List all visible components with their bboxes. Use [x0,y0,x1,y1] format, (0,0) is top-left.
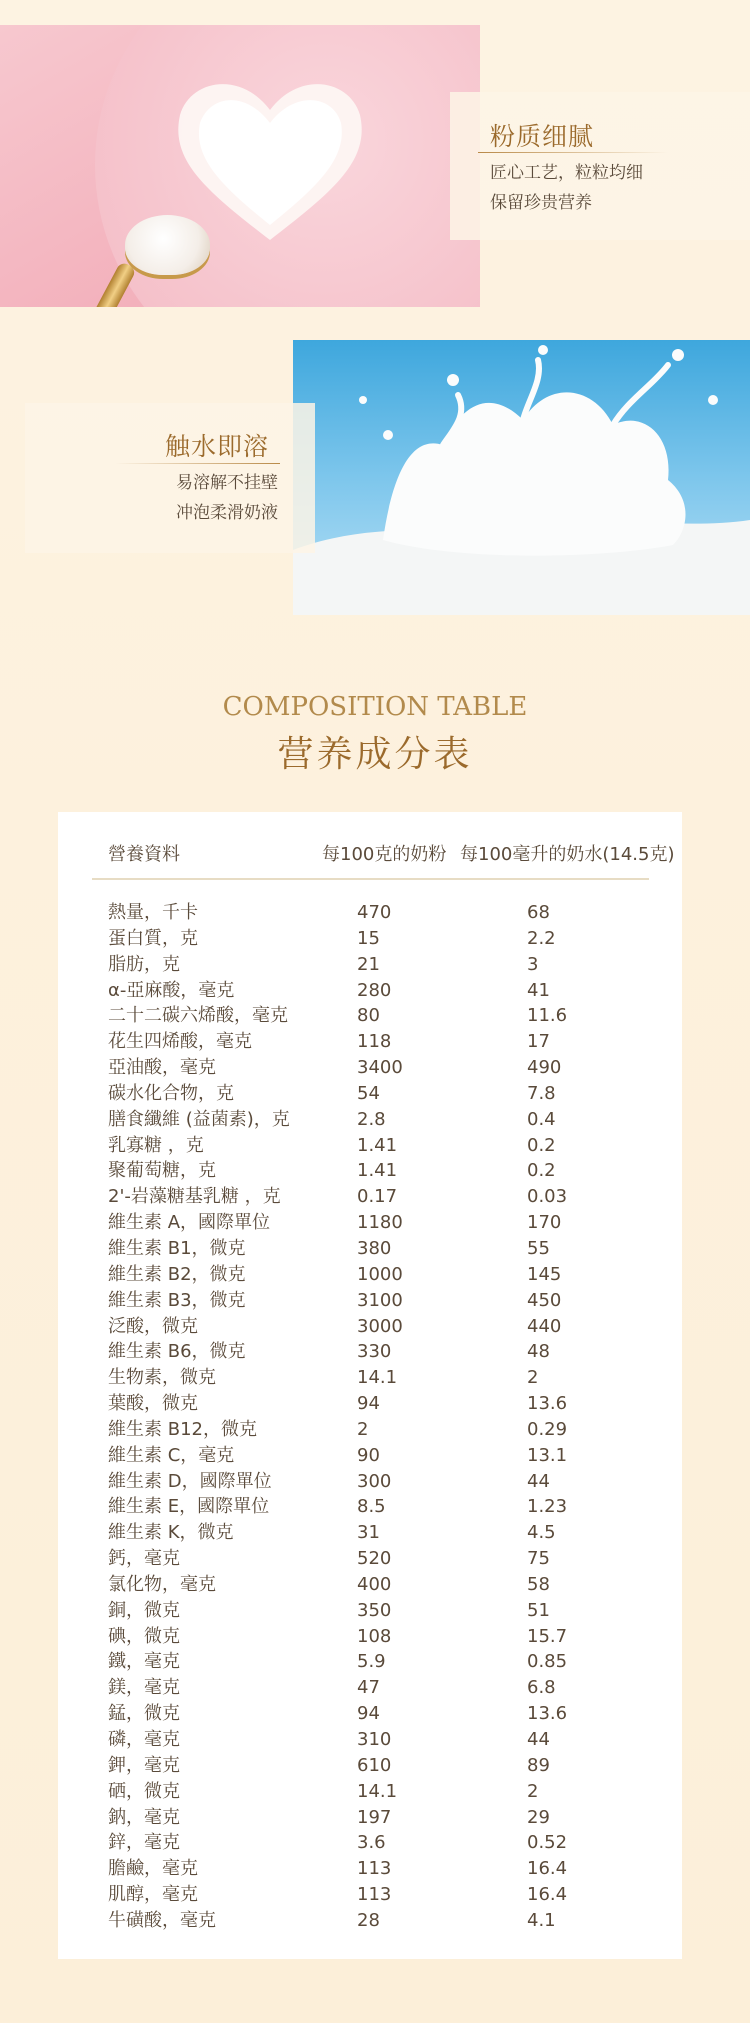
table-row [0,1624,750,1650]
per-100g-powder-value: 31 [357,1522,380,1544]
per-100g-powder-value: 1.41 [357,1134,398,1156]
table-row [0,1184,750,1210]
table-row [0,1598,750,1624]
spoon-handle [79,261,137,307]
table-row [0,1107,750,1133]
nutrient-name: 2'-岩藻糖基乳糖 ，克 [108,1186,281,1208]
per-100ml-milk-value: 75 [527,1548,550,1570]
table-row [0,1158,750,1184]
per-100g-powder-value: 3100 [357,1289,403,1311]
per-100g-powder-value: 113 [357,1884,392,1906]
table-row [0,1753,750,1779]
per-100g-powder-value: 350 [357,1599,392,1621]
per-100ml-milk-value: 145 [527,1263,562,1285]
spoon-bowl [125,215,210,275]
table-row [0,1262,750,1288]
table-row [0,1908,750,1934]
per-100ml-milk-value: 0.4 [527,1108,556,1130]
table-row [0,978,750,1004]
nutrient-name: 維生素 B3，微克 [108,1289,246,1311]
nutrient-name: 膳食纖維 (益菌素)，克 [108,1108,290,1130]
table-row [0,1417,750,1443]
nutrient-name: 乳寡糖 ，克 [108,1134,204,1156]
per-100ml-milk-value: 4.1 [527,1909,556,1931]
table-row [0,1701,750,1727]
nutrient-name: 鐵，毫克 [108,1651,180,1673]
per-100ml-milk-value: 13.1 [527,1444,568,1466]
nutrient-name: 維生素 D，國際單位 [108,1470,272,1492]
powder-title-rule [478,152,668,153]
nutrient-name: 脂肪，克 [108,953,180,975]
powder-title: 粉质细腻 [490,122,595,151]
nutrient-name: 鈉，毫克 [108,1806,180,1828]
nutrient-name: 膽鹼，毫克 [108,1858,198,1880]
nutrient-name: 熱量，千卡 [108,902,198,923]
per-100g-powder-value: 118 [357,1031,392,1053]
per-100ml-milk-value: 6.8 [527,1677,556,1699]
nutrient-name: 維生素 A，國際單位 [108,1212,271,1234]
nutrient-name: 聚葡萄糖，克 [108,1160,216,1182]
table-row [0,1649,750,1675]
per-100g-powder-value: 197 [357,1806,392,1828]
per-100g-powder-value: 3400 [357,1057,403,1079]
per-100g-powder-value: 1000 [357,1263,403,1285]
nutrient-name: 蛋白質，克 [108,927,198,949]
dissolve-title: 触水即溶 [165,432,270,461]
per-100ml-milk-value: 2 [527,1367,539,1389]
per-100ml-milk-value: 1.23 [527,1496,568,1518]
per-100g-powder-value: 94 [357,1703,380,1725]
table-row [0,1210,750,1236]
table-row [0,1133,750,1159]
heading-english: COMPOSITION TABLE [222,692,528,722]
table-row [0,1029,750,1055]
nutrient-name: 維生素 B12，微克 [108,1418,257,1440]
table-row [0,1805,750,1831]
per-100ml-milk-value: 17 [527,1031,550,1053]
per-100ml-milk-value: 58 [527,1573,550,1595]
table-row [0,1003,750,1029]
nutrient-name: 亞油酸，毫克 [108,1057,216,1079]
per-100g-powder-value: 14.1 [357,1780,398,1802]
per-100g-powder-value: 1.41 [357,1160,398,1182]
table-row [0,1830,750,1856]
per-100ml-milk-value: 0.85 [527,1651,568,1673]
per-100g-powder-value: 520 [357,1548,392,1570]
dissolve-desc-line-1: 易溶解不挂壁 [176,473,278,493]
per-100g-powder-value: 54 [357,1082,380,1104]
per-100ml-milk-value: 48 [527,1341,550,1363]
table-header-milk: 每100毫升的奶水(14.5克) [460,844,675,865]
per-100ml-milk-value: 41 [527,979,550,1001]
powder-photo [0,25,480,307]
table-row [0,1546,750,1572]
per-100ml-milk-value: 2 [527,1780,539,1802]
nutrient-name: 維生素 E，國際單位 [108,1496,270,1518]
table-row [0,952,750,978]
per-100ml-milk-value: 490 [527,1057,562,1079]
per-100ml-milk-value: 440 [527,1315,562,1337]
per-100ml-milk-value: 16.4 [527,1858,568,1880]
nutrient-name: 肌醇，毫克 [108,1884,198,1906]
per-100ml-milk-value: 44 [527,1729,550,1750]
per-100ml-milk-value: 450 [527,1289,562,1311]
nutrient-name: 碳水化合物，克 [108,1082,234,1104]
nutrient-name: 鈣，毫克 [108,1548,180,1570]
per-100ml-milk-value: 16.4 [527,1884,568,1906]
per-100ml-milk-value: 3 [527,953,539,975]
per-100g-powder-value: 21 [357,953,380,975]
table-row [0,1520,750,1546]
table-row [0,1288,750,1314]
table-row [0,1236,750,1262]
nutrient-name: 維生素 K，微克 [108,1522,234,1544]
per-100ml-milk-value: 0.03 [527,1186,568,1208]
per-100g-powder-value: 330 [357,1341,392,1363]
per-100g-powder-value: 47 [357,1677,380,1699]
table-row [0,1494,750,1520]
dissolve-description [160,468,278,528]
per-100ml-milk-value: 15.7 [527,1625,568,1647]
per-100g-powder-value: 400 [357,1573,392,1595]
table-row [0,1469,750,1495]
per-100g-powder-value: 3.6 [357,1832,386,1854]
nutrient-name: 鋅，毫克 [108,1832,180,1854]
nutrient-name: 二十二碳六烯酸，毫克 [108,1005,288,1027]
table-row [0,1675,750,1701]
nutrient-name: 泛酸，微克 [108,1315,198,1337]
table-row [0,1391,750,1417]
per-100g-powder-value: 300 [357,1470,392,1492]
per-100ml-milk-value: 0.2 [527,1134,556,1156]
per-100g-powder-value: 2 [357,1418,369,1440]
powder-description [490,158,643,218]
nutrient-name: 銅，微克 [108,1599,180,1621]
per-100ml-milk-value: 89 [527,1754,550,1776]
nutrient-name: 維生素 B2，微克 [108,1263,246,1285]
per-100g-powder-value: 1180 [357,1212,403,1234]
per-100ml-milk-value: 44 [527,1470,550,1492]
per-100ml-milk-value: 7.8 [527,1082,556,1104]
table-row [0,1779,750,1805]
table-header-powder: 每100克的奶粉 [322,844,447,865]
nutrient-name: 錳，微克 [108,1703,180,1725]
per-100g-powder-value: 280 [357,979,392,1001]
nutrient-name: 鉀，毫克 [108,1754,180,1776]
nutrient-name: 鎂，毫克 [108,1677,180,1699]
milk-splash-photo [293,340,750,615]
table-row [0,926,750,952]
per-100ml-milk-value: 68 [527,902,550,923]
powder-desc-line-2: 保留珍贵营养 [490,193,592,213]
per-100ml-milk-value: 0.52 [527,1832,568,1854]
per-100ml-milk-value: 55 [527,1237,550,1259]
per-100g-powder-value: 610 [357,1754,392,1776]
per-100g-powder-value: 380 [357,1237,392,1259]
nutrient-name: 氯化物，毫克 [108,1573,216,1595]
nutrient-name: 花生四烯酸，毫克 [108,1031,252,1053]
per-100g-powder-value: 108 [357,1625,392,1647]
nutrient-name: α-亞麻酸，毫克 [108,979,235,1001]
milk-splash-shape [293,340,750,615]
per-100g-powder-value: 28 [357,1909,380,1931]
per-100g-powder-value: 8.5 [357,1496,386,1518]
per-100ml-milk-value: 51 [527,1599,550,1621]
per-100ml-milk-value: 29 [527,1806,550,1828]
per-100g-powder-value: 2.8 [357,1108,386,1130]
per-100ml-milk-value: 11.6 [527,1005,568,1027]
nutrient-name: 硒，微克 [108,1780,180,1802]
per-100ml-milk-value: 0.29 [527,1418,568,1440]
per-100g-powder-value: 3000 [357,1315,403,1337]
nutrient-name: 牛磺酸，毫克 [108,1909,216,1931]
table-header-name: 營養資料 [108,844,180,865]
per-100ml-milk-value: 170 [527,1212,562,1234]
table-row [0,1339,750,1365]
nutrition-table-rows [0,900,750,1934]
per-100ml-milk-value: 4.5 [527,1522,556,1544]
per-100g-powder-value: 113 [357,1858,392,1880]
table-row [0,1443,750,1469]
per-100g-powder-value: 15 [357,927,380,949]
nutrient-name: 磷，毫克 [108,1729,180,1750]
nutrient-name: 生物素，微克 [108,1367,216,1389]
table-row [0,1081,750,1107]
table-row [0,1727,750,1753]
per-100g-powder-value: 14.1 [357,1367,398,1389]
per-100g-powder-value: 5.9 [357,1651,386,1673]
powder-desc-line-1: 匠心工艺，粒粒均细 [490,163,643,183]
nutrient-name: 維生素 B1，微克 [108,1237,246,1259]
dissolve-desc-line-2: 冲泡柔滑奶液 [176,503,278,523]
per-100g-powder-value: 80 [357,1005,380,1027]
table-header-rule [92,878,649,880]
nutrient-name: 維生素 B6，微克 [108,1341,246,1363]
table-row [0,1572,750,1598]
per-100ml-milk-value: 13.6 [527,1393,568,1415]
per-100ml-milk-value: 13.6 [527,1703,568,1725]
nutrient-name: 碘，微克 [108,1625,180,1647]
per-100ml-milk-value: 2.2 [527,927,556,949]
nutrient-name: 葉酸，微克 [108,1393,198,1415]
per-100g-powder-value: 94 [357,1393,380,1415]
table-row [0,1055,750,1081]
per-100g-powder-value: 0.17 [357,1186,398,1208]
table-row [0,1365,750,1391]
nutrient-name: 維生素 C，毫克 [108,1444,235,1466]
per-100g-powder-value: 310 [357,1729,392,1750]
heading-chinese: 营养成分表 [277,734,473,775]
per-100ml-milk-value: 0.2 [527,1160,556,1182]
table-row [0,1882,750,1908]
per-100g-powder-value: 470 [357,902,392,923]
dissolve-title-rule [115,463,280,464]
table-row [0,1314,750,1340]
table-row [0,900,750,926]
table-row [0,1856,750,1882]
per-100g-powder-value: 90 [357,1444,380,1466]
